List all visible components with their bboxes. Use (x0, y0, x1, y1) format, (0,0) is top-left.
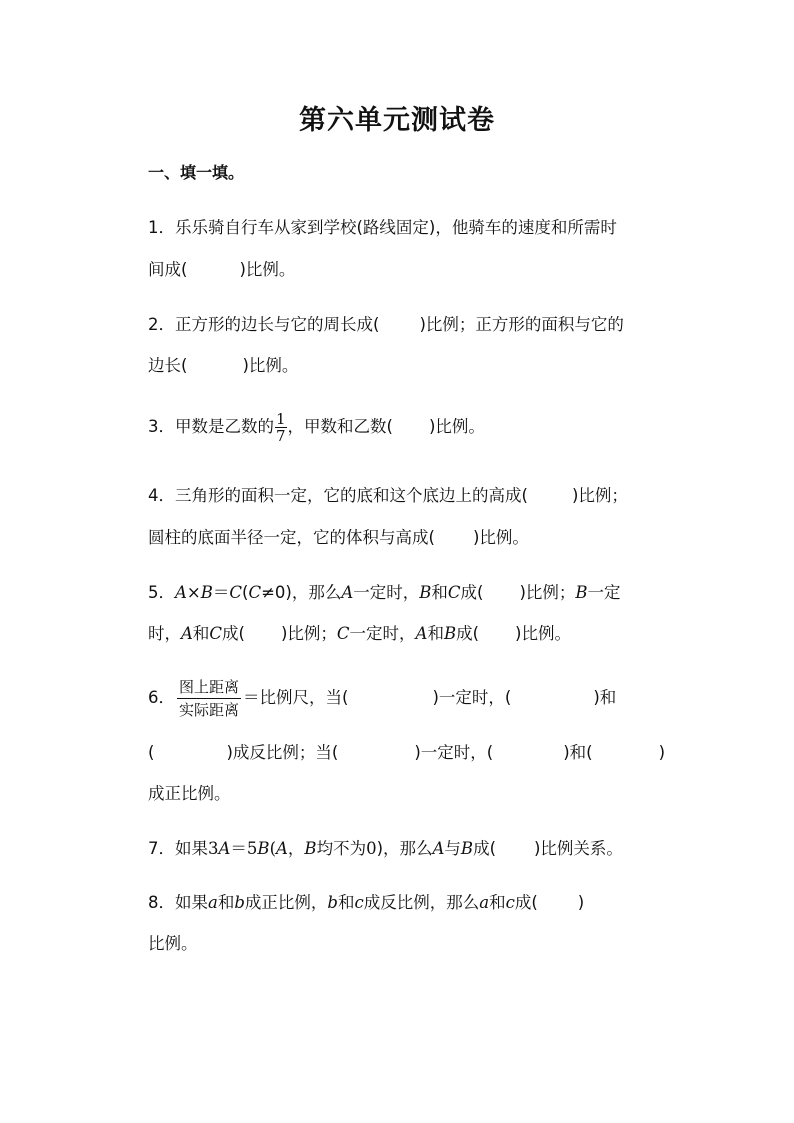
var-A: A (341, 583, 354, 602)
var-A: A (181, 624, 193, 643)
var-C: C (336, 624, 350, 643)
q8-text: ) (577, 893, 585, 912)
q1-text-close: )比例。 (239, 260, 296, 279)
q6-text: )一定时，( (432, 688, 512, 707)
var-c: c (354, 893, 364, 912)
var-B: B (460, 839, 474, 858)
var-A: A (218, 839, 231, 858)
q2-text-a: 2．正方形的边长与它的周长成( (148, 315, 380, 334)
var-B: B (419, 583, 432, 602)
q7-text: ， (287, 839, 305, 858)
number: 0 (366, 839, 377, 858)
var-b: b (234, 893, 245, 912)
q4-text-c: 圆柱的底面半径一定，它的体积与高成( (148, 528, 435, 547)
q5-text: 一定时， (353, 583, 420, 602)
var-C: C (209, 624, 223, 643)
var-B: B (304, 839, 317, 858)
page-title: 第六单元测试卷 (299, 105, 495, 136)
q8-text: 成( (514, 893, 538, 912)
q5-text: )比例； (519, 583, 576, 602)
q2-text-c: 边长( (148, 356, 188, 375)
equals-sign: ＝ (212, 583, 230, 602)
number: 5 (246, 839, 258, 858)
q6-text: )成反比例；当( (226, 743, 339, 762)
q3-text-b: ，甲数和乙数( (287, 417, 393, 436)
var-C: C (229, 583, 243, 602)
var-B: B (200, 583, 213, 602)
fraction-numerator: 1 (276, 410, 286, 428)
q6-text: ) (658, 743, 665, 762)
question-6-line-3 (148, 782, 231, 806)
question-6-line-1 (148, 676, 616, 721)
question-7-line (148, 837, 623, 861)
question-8-line-2 (148, 932, 198, 956)
q8-text: 和 (337, 893, 355, 912)
equals-sign: ＝ (230, 839, 247, 858)
q8-text: 8．如果 (148, 893, 208, 912)
q5-text: )比例。 (515, 624, 571, 643)
var-A: A (175, 583, 187, 602)
q5-text: 和 (192, 624, 210, 643)
q2-text-b: )比例；正方形的面积与它的 (419, 315, 624, 334)
var-B: B (575, 583, 588, 602)
q3-text-a: 3．甲数是乙数的 (148, 417, 274, 436)
paren-open: ( (242, 583, 249, 602)
question-1-line-1 (148, 216, 617, 240)
var-A: A (415, 624, 428, 643)
q8-text: 成反比例，那么 (363, 893, 480, 912)
var-B: B (257, 839, 270, 858)
var-a: a (479, 893, 490, 912)
q8-text: 比例。 (148, 934, 198, 953)
times-sign: × (186, 583, 201, 602)
var-b: b (327, 893, 338, 912)
var-A: A (432, 839, 445, 858)
q8-text: 和 (217, 893, 235, 912)
question-5-line-2 (148, 622, 571, 646)
q7-text: 7．如果 (148, 839, 208, 858)
paren-open: ( (269, 839, 276, 858)
q7-text: 与 (444, 839, 461, 858)
fraction-numerator: 图上距离 (177, 676, 241, 699)
question-3-line (148, 411, 485, 444)
q7-text: )，那么 (376, 839, 433, 858)
q5-text: 和 (427, 624, 444, 643)
q7-text: 成( (473, 839, 496, 858)
q4-text-a: 4．三角形的面积一定，它的底和这个底边上的高成( (148, 486, 528, 505)
q1-text-open: 间成( (148, 260, 188, 279)
q8-text: 和 (489, 893, 506, 912)
var-a: a (208, 893, 218, 912)
q5-text: 时， (148, 624, 181, 643)
var-B: B (443, 624, 457, 643)
q7-text: )比例关系。 (534, 839, 623, 858)
q6-text: ( (148, 743, 155, 762)
var-C: C (248, 583, 262, 602)
section-heading: 一、填一填。 (148, 163, 245, 182)
question-2-line-1 (148, 313, 624, 337)
number: 3 (208, 839, 219, 858)
q8-text: 成正比例， (244, 893, 328, 912)
q3-text-c: )比例。 (428, 417, 485, 436)
question-2-line-2 (148, 354, 298, 378)
fraction-one-seventh (275, 411, 287, 444)
q5-text: ≠0)，那么 (261, 583, 342, 602)
q5-text: 一定 (587, 583, 621, 602)
var-C: C (447, 583, 461, 602)
question-8-line-1 (148, 891, 584, 915)
fraction-denominator: 7 (276, 427, 286, 445)
q6-text: )和( (563, 743, 593, 762)
q4-text-d: )比例。 (472, 528, 529, 547)
var-c: c (505, 893, 515, 912)
q5-number: 5． (148, 583, 175, 602)
q5-text: 成( (460, 583, 484, 602)
q6-text: 成正比例。 (148, 784, 231, 803)
q5-text: 成( (456, 624, 480, 643)
q2-text-d: )比例。 (242, 356, 299, 375)
fraction-scale (177, 676, 241, 721)
q7-text: 均不为 (316, 839, 367, 858)
q5-text: 和 (431, 583, 448, 602)
q6-text: ＝比例尺，当( (243, 688, 349, 707)
question-4-line-1 (148, 484, 628, 508)
q6-text: )和 (593, 688, 617, 707)
q5-text: 成( (222, 624, 245, 643)
q5-text: )比例； (280, 624, 337, 643)
q4-text-b: )比例； (571, 486, 628, 505)
question-5-line-1 (148, 581, 621, 605)
fraction-denominator: 实际距离 (179, 701, 240, 719)
question-4-line-2 (148, 526, 529, 550)
var-A: A (276, 839, 288, 858)
q1-text: 1．乐乐骑自行车从家到学校(路线固定)，他骑车的速度和所需时 (148, 218, 617, 237)
q6-text: )一定时，( (414, 743, 494, 762)
q5-text: 一定时， (349, 624, 416, 643)
q6-number: 6． (148, 688, 175, 707)
question-1-line-2 (148, 258, 295, 282)
question-6-line-2 (148, 741, 665, 765)
